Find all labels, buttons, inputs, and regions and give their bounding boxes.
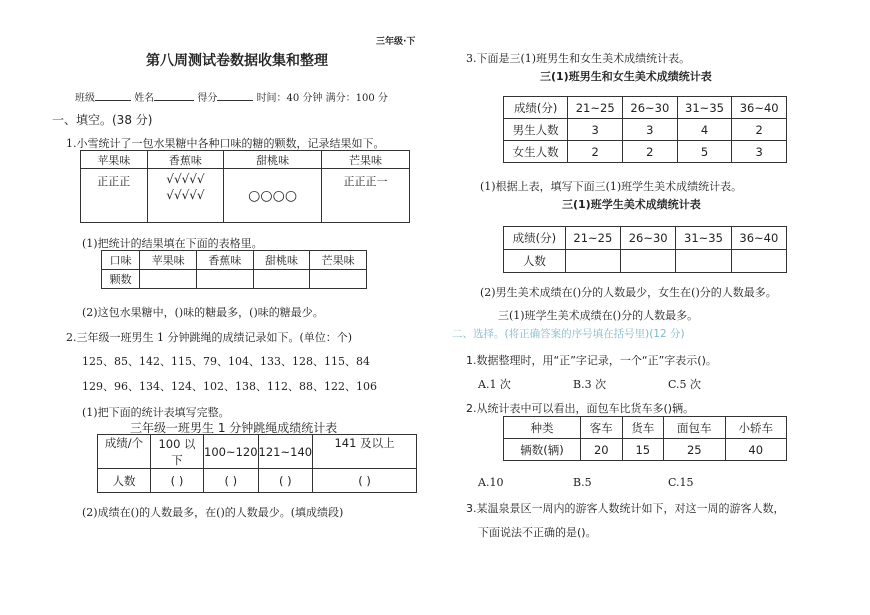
tally-header: 芒果味 <box>321 151 409 169</box>
q3-caption-2: 三(1)班学生美术成绩统计表 <box>562 198 701 211</box>
tally-mango: 正正正一 <box>321 169 409 223</box>
tally-banana-row2: √√√√√ <box>166 188 205 202</box>
count-header: 口味 <box>102 251 140 270</box>
q3-sub1: (1)根据上表，填写下面三(1)班学生美术成绩统计表。 <box>480 180 743 193</box>
q2-data-line-1: 125、85、142、115、79、104、133、128、115、84 <box>82 355 370 368</box>
choice-q2-option-c[interactable]: C.15 <box>668 476 694 489</box>
vehicle-cell: 15 <box>622 439 664 461</box>
jump-rope-table <box>97 434 417 493</box>
choice-q1: 1.数据整理时，用“正”字记录，一个“正”字表示()。 <box>466 354 717 367</box>
q2-data-line-2: 129、96、134、124、102、138、112、88、122、106 <box>82 380 377 393</box>
total-cell[interactable] <box>621 250 676 273</box>
count-table <box>101 250 367 289</box>
total-header: 成绩(分) <box>504 227 566 250</box>
total-header: 21~25 <box>565 227 620 250</box>
vehicle-header: 面包车 <box>664 417 725 439</box>
art-boys-label: 男生人数 <box>504 119 568 141</box>
tally-header: 甜桃味 <box>224 151 322 169</box>
jump-header: 121~140 <box>258 435 313 469</box>
vehicle-header: 客车 <box>581 417 623 439</box>
section-1-heading: 一、填空。(38 分) <box>52 113 153 127</box>
choice-q1-option-c[interactable]: C.5 次 <box>668 378 702 391</box>
choice-q3-line1: 3.某温泉景区一周内的游客人数统计如下，对这一周的游客人数， <box>466 502 785 515</box>
total-header: 31~35 <box>676 227 731 250</box>
jump-header: 141 及以上 <box>313 435 417 469</box>
count-header: 甜桃味 <box>253 251 310 270</box>
q3-caption-1: 三(1)班男生和女生美术成绩统计表 <box>540 70 712 83</box>
tally-banana-row1: √√√√√ <box>166 172 205 186</box>
art-cell: 2 <box>732 119 787 141</box>
vehicle-table <box>503 416 787 461</box>
choice-q1-option-a[interactable]: A.1 次 <box>478 378 511 391</box>
art-header: 26~30 <box>623 97 678 119</box>
full-score-label: 满分：100 分 <box>325 93 388 104</box>
score-label: 得分 <box>197 93 218 104</box>
section-2-heading: 二、选择。(将正确答案的序号填在括号里)(12 分) <box>452 328 685 340</box>
jump-blank[interactable]: ( ) <box>258 469 313 493</box>
total-header: 26~30 <box>621 227 676 250</box>
q1-sub2: (2)这包水果糖中，()味的糖最多，()味的糖最少。 <box>82 306 324 319</box>
total-cell[interactable] <box>731 250 786 273</box>
jump-header: 100~120 <box>204 435 259 469</box>
jump-blank[interactable]: ( ) <box>151 469 204 493</box>
art-cell: 3 <box>732 141 787 163</box>
vehicle-cell: 20 <box>581 439 623 461</box>
page-title: 第八周测试卷数据收集和整理 <box>146 53 328 69</box>
score-blank[interactable] <box>217 100 253 101</box>
choice-q1-option-b[interactable]: B.3 次 <box>573 378 607 391</box>
q2-stem: 2.三年级一班男生 1 分钟跳绳的成绩记录如下。(单位：个) <box>66 331 353 344</box>
jump-header-line1: 100 以 <box>158 436 196 451</box>
vehicle-row-label: 辆数(辆) <box>504 439 581 461</box>
vehicle-cell: 25 <box>664 439 725 461</box>
art-cell: 5 <box>677 141 732 163</box>
tally-peach: ○○○○ <box>224 169 322 223</box>
art-header: 36~40 <box>732 97 787 119</box>
q2-table-caption: 三年级一班男生 1 分钟跳绳成绩统计表 <box>130 421 338 435</box>
q3-stem: 3.下面是三(1)班男生和女生美术成绩统计表。 <box>466 52 691 65</box>
count-cell-mango[interactable] <box>310 270 367 289</box>
art-cell: 2 <box>568 141 623 163</box>
tally-apple: 正正正 <box>81 169 148 223</box>
tally-banana <box>147 169 224 223</box>
choice-q2-option-a[interactable]: A.10 <box>478 476 504 489</box>
jump-blank[interactable]: ( ) <box>313 469 417 493</box>
choice-q2-option-b[interactable]: B.5 <box>573 476 592 489</box>
q3-sub3: 三(1)班学生美术成绩在()分的人数最多。 <box>498 309 699 322</box>
name-blank[interactable] <box>154 100 194 101</box>
choice-q2: 2.从统计表中可以看出，面包车比货车多()辆。 <box>466 402 695 415</box>
art-girls-label: 女生人数 <box>504 141 568 163</box>
art-cell: 4 <box>677 119 732 141</box>
choice-q3-line2: 下面说法不正确的是()。 <box>478 526 597 539</box>
q2-sub1: (1)把下面的统计表填写完整。 <box>82 406 230 419</box>
name-label: 姓名 <box>134 93 155 104</box>
art-header: 21~25 <box>568 97 623 119</box>
art-cell: 3 <box>623 119 678 141</box>
tally-header: 香蕉味 <box>147 151 224 169</box>
vehicle-header: 货车 <box>622 417 664 439</box>
jump-blank[interactable]: ( ) <box>204 469 259 493</box>
count-header: 芒果味 <box>310 251 367 270</box>
vehicle-cell: 40 <box>725 439 787 461</box>
q1-stem: 1.小雪统计了一包水果糖中各种口味的糖的颗数，记录结果如下。 <box>66 137 385 150</box>
jump-header-line2: 下 <box>171 452 183 467</box>
jump-header <box>151 435 204 469</box>
jump-header: 成绩/个 <box>98 435 151 469</box>
tally-table <box>80 150 410 223</box>
art-cell: 3 <box>568 119 623 141</box>
count-cell-apple[interactable] <box>140 270 197 289</box>
vehicle-header: 小轿车 <box>725 417 787 439</box>
count-cell-peach[interactable] <box>253 270 310 289</box>
count-header: 香蕉味 <box>196 251 253 270</box>
total-header: 36~40 <box>731 227 786 250</box>
vehicle-header: 种类 <box>504 417 581 439</box>
count-header: 苹果味 <box>140 251 197 270</box>
q2-sub2: (2)成绩在()的人数最多，在()的人数最少。(填成绩段) <box>82 506 344 519</box>
total-cell[interactable] <box>565 250 620 273</box>
class-label: 班级 <box>75 93 95 104</box>
art-cell: 2 <box>623 141 678 163</box>
class-blank[interactable] <box>95 100 131 101</box>
info-line <box>75 89 388 104</box>
total-row-label: 人数 <box>504 250 566 273</box>
art-score-table <box>503 96 787 163</box>
jump-row-label: 人数 <box>98 469 151 493</box>
art-header: 31~35 <box>677 97 732 119</box>
q3-sub2: (2)男生美术成绩在()分的人数最少，女生在()分的人数最多。 <box>480 286 777 299</box>
art-header: 成绩(分) <box>504 97 568 119</box>
total-cell[interactable] <box>676 250 731 273</box>
count-cell-banana[interactable] <box>196 270 253 289</box>
art-total-table <box>503 226 787 273</box>
grade-label: 三年级·下 <box>376 37 416 47</box>
count-row-label: 颗数 <box>102 270 140 289</box>
q1-sub1: (1)把统计的结果填在下面的表格里。 <box>82 237 263 250</box>
time-label: 时间：40 分钟 <box>256 93 323 104</box>
tally-header: 苹果味 <box>81 151 148 169</box>
